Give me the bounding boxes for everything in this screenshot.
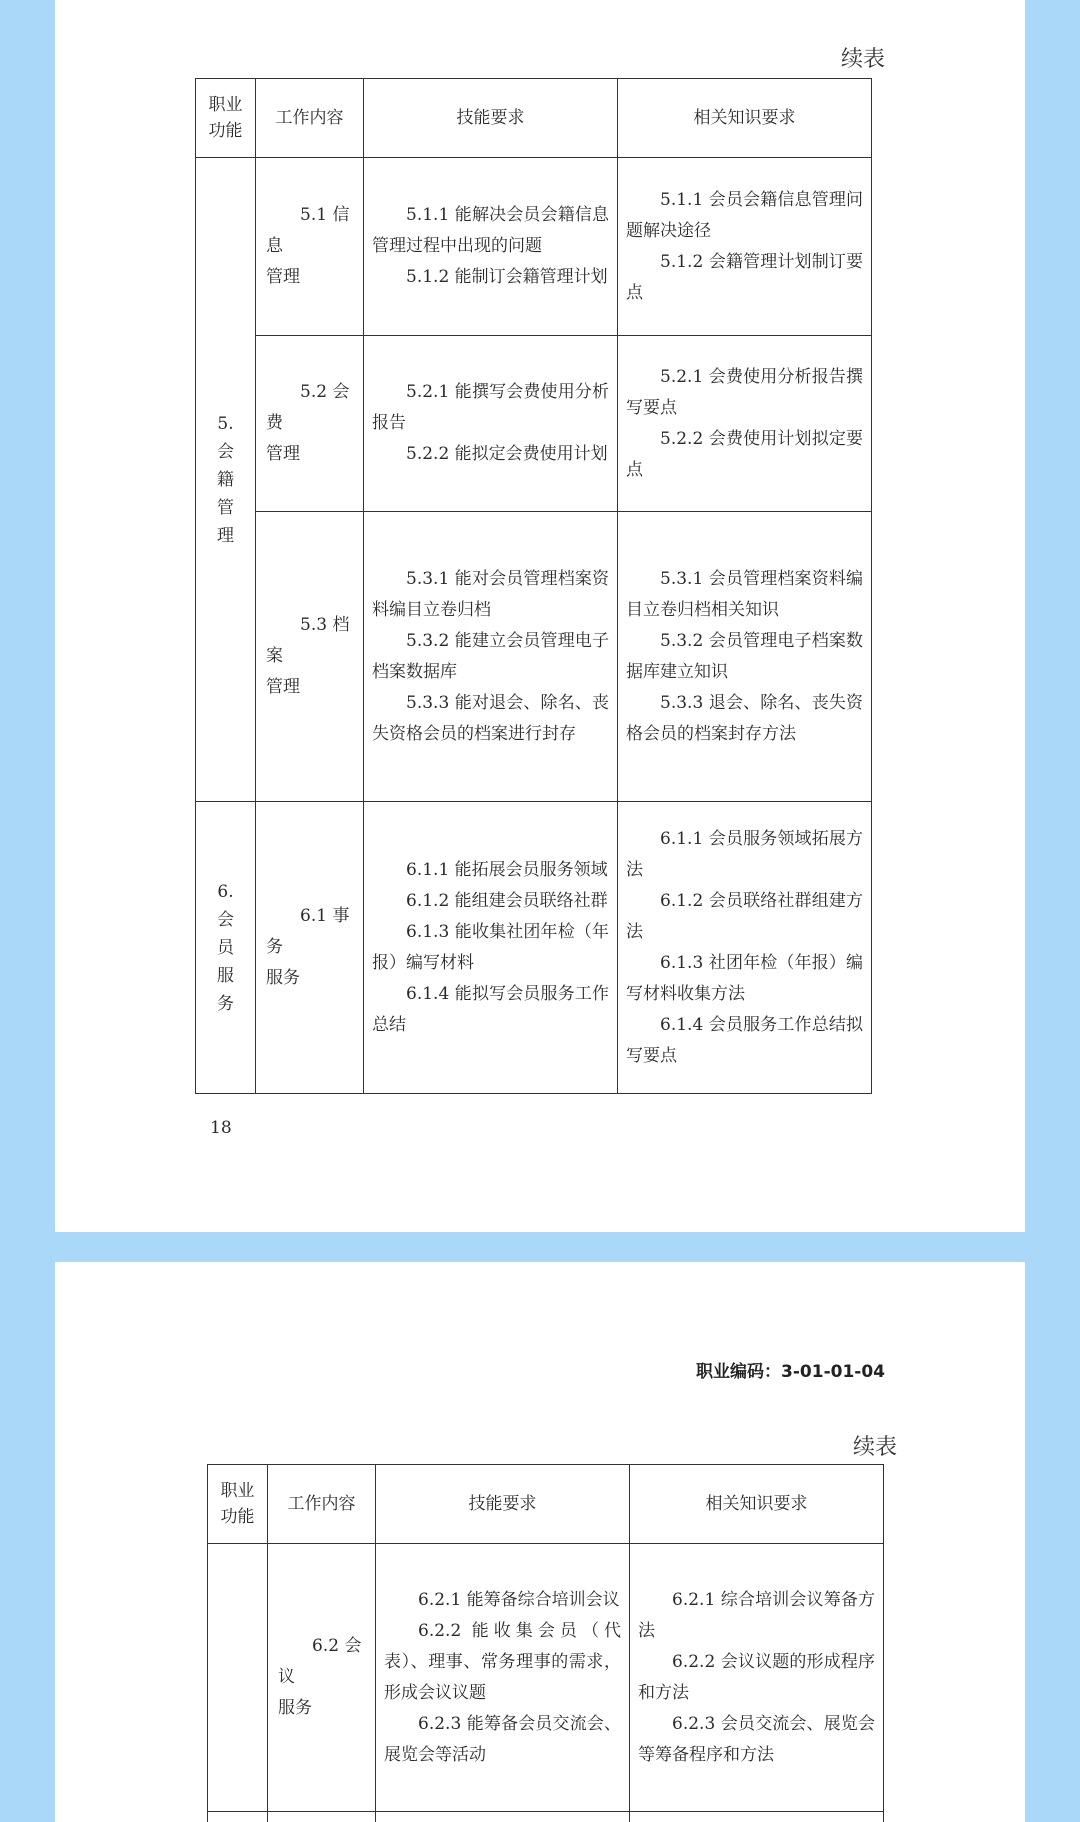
header-work: 工作内容 [268,1465,376,1544]
header-function: 职业 功能 [196,79,256,158]
document-page-2 [55,1262,1025,1822]
table-row [196,158,872,336]
function-cell-member-service: 6. 会 员 服 务 [196,802,256,1094]
work-content-cell: 6.1 事务 服务 [256,802,364,1094]
table-header-row [208,1465,884,1544]
table-row [196,802,872,1094]
skill-requirements-table [195,78,872,1094]
header-work: 工作内容 [256,79,364,158]
knowledge-cell: 5.1.1 会员会籍信息管理问题解决途径 5.1.2 会籍管理计划制订要点 [618,158,872,336]
occupation-code: 职业编码：3-01-01-04 [696,1357,885,1382]
page-number: 18 [210,1118,232,1138]
table-row-partial [208,1812,884,1822]
knowledge-cell: 6.2.1 综合培训会议筹备方法 6.2.2 会议议题的形成程序和方法 6.2.3 会员交流会、展览会等筹备程序和方法 [630,1544,884,1812]
skill-cell: 5.1.1 能解决会员会籍信息管理过程中出现的问题 5.1.2 能制订会籍管理计划 [364,158,618,336]
work-content-cell: 5.1 信息 管理 [256,158,364,336]
continuation-label: 续表 [841,42,885,73]
table-row [196,512,872,802]
skill-cell: 5.3.1 能对会员管理档案资料编目立卷归档 5.3.2 能建立会员管理电子档案数据库 5.3.3 能对退会、除名、丧失资格会员的档案进行封存 [364,512,618,802]
knowledge-cell: 5.2.1 会费使用分析报告撰写要点 5.2.2 会费使用计划拟定要点 [618,336,872,512]
table-row [196,336,872,512]
skill-cell: 5.2.1 能撰写会费使用分析报告 5.2.2 能拟定会费使用计划 [364,336,618,512]
function-cell-empty [208,1544,268,1812]
skill-requirements-table [207,1464,884,1822]
knowledge-cell [630,1812,884,1822]
work-content-cell: 5.2 会费 管理 [256,336,364,512]
work-content-cell: 5.3 档案 管理 [256,512,364,802]
header-knowledge: 相关知识要求 [630,1465,884,1544]
work-content-cell [268,1812,376,1822]
knowledge-cell: 6.1.1 会员服务领域拓展方法 6.1.2 会员联络社群组建方法 6.1.3 社团年检（年报）编写材料收集方法 6.1.4 会员服务工作总结拟写要点 [618,802,872,1094]
function-cell-membership: 5. 会 籍 管 理 [196,158,256,802]
skill-cell: 6.2.1 能筹备综合培训会议 6.2.2 能收集会员（代表）、理事、常务理事的需求，形成会议议题 6.2.3 能筹备会员交流会、展览会等活动 [376,1544,630,1812]
continuation-label: 续表 [853,1430,897,1461]
header-knowledge: 相关知识要求 [618,79,872,158]
skill-cell [376,1812,630,1822]
header-skill: 技能要求 [364,79,618,158]
work-content-cell: 6.2 会议 服务 [268,1544,376,1812]
table-row [208,1544,884,1812]
document-page-1 [55,0,1025,1232]
knowledge-cell: 5.3.1 会员管理档案资料编目立卷归档相关知识 5.3.2 会员管理电子档案数据库建立知识 5.3.3 退会、除名、丧失资格会员的档案封存方法 [618,512,872,802]
function-cell-empty [208,1812,268,1822]
table-header-row [196,79,872,158]
header-skill: 技能要求 [376,1465,630,1544]
header-function: 职业 功能 [208,1465,268,1544]
skill-cell: 6.1.1 能拓展会员服务领域 6.1.2 能组建会员联络社群 6.1.3 能收集社团年检（年报）编写材料 6.1.4 能拟写会员服务工作总结 [364,802,618,1094]
